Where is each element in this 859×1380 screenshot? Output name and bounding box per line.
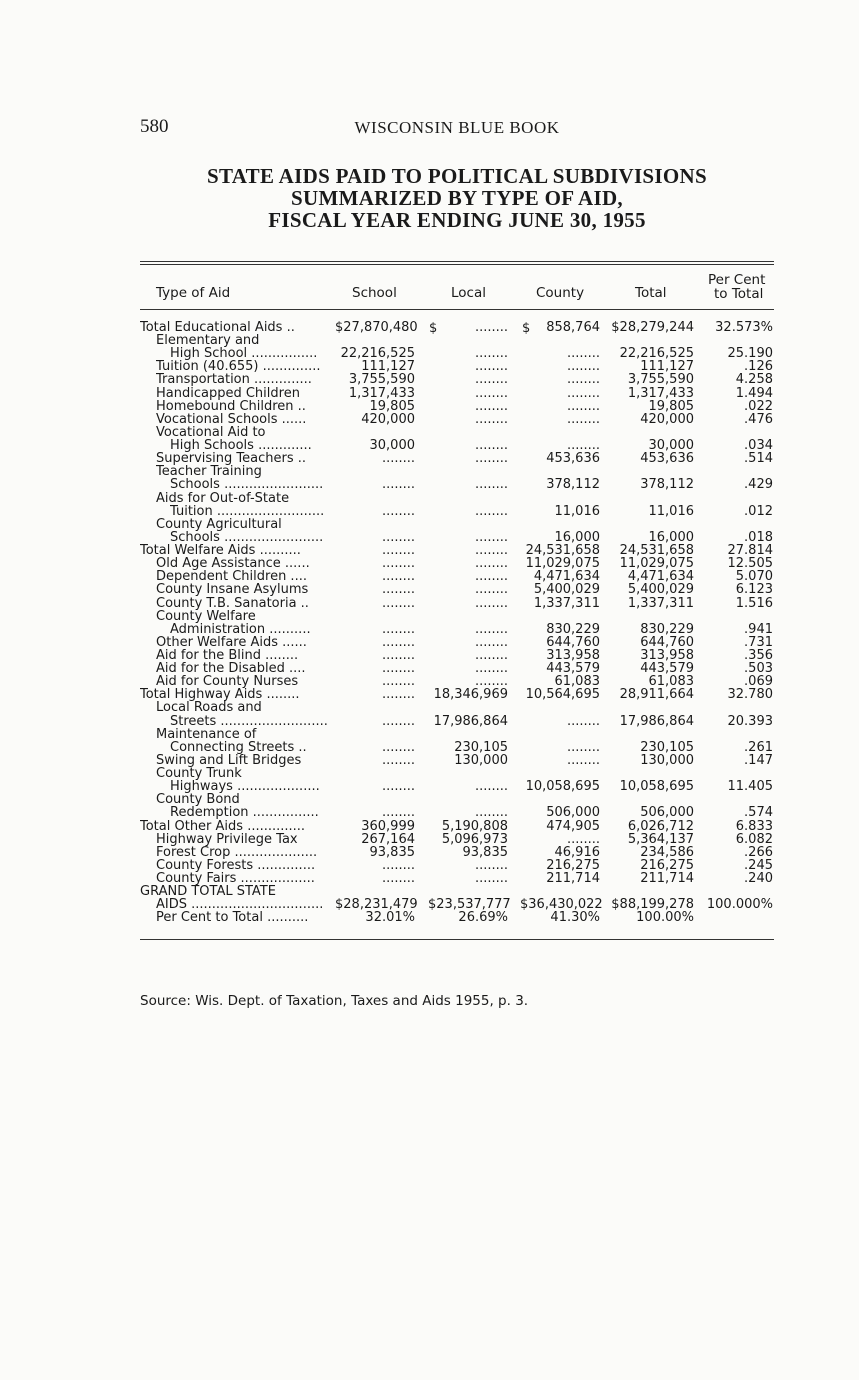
cell-pct: 100.000% — [706, 897, 773, 913]
cell-county: 644,760 — [546, 634, 600, 650]
cell-local: ........ — [474, 438, 508, 454]
cell-total: 313,958 — [640, 648, 694, 663]
table-row — [140, 478, 780, 491]
cell-school: 360,999 — [361, 818, 415, 834]
row-label: Highways .................... — [170, 780, 320, 794]
header-rule — [140, 309, 774, 310]
table-row — [140, 741, 780, 754]
cell-pct: .429 — [744, 477, 773, 493]
cell-county: 1,337,311 — [533, 595, 600, 611]
cell-total: 378,112 — [640, 477, 694, 493]
cell-total: 111,127 — [640, 359, 694, 375]
cell-local: 26.69% — [458, 910, 508, 926]
cell-local: 5,190,808 — [441, 818, 508, 834]
cell-county: 858,764 — [546, 320, 600, 335]
row-label: Redemption ................ — [170, 806, 319, 820]
cell-pct: 1.494 — [735, 385, 773, 401]
cell-total: 24,531,658 — [619, 543, 694, 559]
table-row — [140, 570, 780, 583]
table-row — [140, 898, 780, 911]
cell-school: ........ — [381, 739, 415, 755]
row-label: County Fairs .................. — [156, 872, 315, 886]
cell-local: ........ — [474, 503, 508, 519]
cell-total: 1,337,311 — [627, 595, 694, 611]
table-row — [140, 767, 780, 780]
cell-total: 6,026,712 — [627, 818, 694, 834]
cell-total: 3,755,590 — [627, 372, 694, 388]
table-row — [140, 846, 780, 859]
row-label: County Welfare — [156, 609, 256, 623]
cell-pct: .503 — [744, 661, 773, 677]
table-row — [140, 623, 780, 636]
table-row — [140, 780, 780, 793]
row-label: Aid for County Nurses — [156, 675, 299, 689]
row-label: Per Cent to Total .......... — [156, 911, 309, 925]
cell-pct: .245 — [744, 857, 773, 873]
cell-local: ........ — [474, 451, 508, 467]
cell-school: ........ — [381, 634, 415, 650]
table-title — [140, 165, 774, 231]
row-label: Teacher Training — [156, 465, 262, 479]
cell-local: ........ — [474, 320, 508, 335]
cell-school: 267,164 — [361, 831, 415, 847]
cell-total: 216,275 — [640, 857, 694, 873]
row-label: County Bond — [156, 793, 240, 807]
header-type: Type of Aid — [156, 285, 231, 301]
cell-total: 211,714 — [640, 871, 694, 887]
cell-total: $88,199,278 — [611, 897, 694, 913]
row-label: Maintenance of — [156, 727, 257, 741]
row-label: Administration .......... — [170, 622, 311, 636]
cell-local: ........ — [474, 372, 508, 388]
cell-county: 216,275 — [546, 857, 600, 873]
row-label: Aid for the Disabled .... — [156, 662, 306, 676]
cell-county: 443,579 — [546, 661, 600, 677]
cell-total: 19,805 — [648, 398, 694, 414]
cell-school: ........ — [381, 752, 415, 768]
cell-local: ........ — [474, 477, 508, 493]
cell-pct: 12.505 — [727, 556, 773, 572]
cell-pct: .012 — [744, 503, 773, 519]
header-school: School — [352, 285, 397, 301]
cell-total: 22,216,525 — [619, 346, 694, 362]
row-label: Connecting Streets .. — [170, 740, 307, 754]
row-label: AIDS ................................ — [156, 898, 324, 912]
cell-county: 16,000 — [554, 529, 600, 545]
table-row — [140, 754, 780, 767]
cell-total: 443,579 — [640, 661, 694, 677]
cell-pct: 27.814 — [727, 543, 773, 559]
cell-county: 453,636 — [546, 451, 600, 467]
table-row — [140, 531, 780, 544]
cell-total: 11,029,075 — [619, 556, 694, 572]
row-label: Supervising Teachers .. — [156, 452, 306, 466]
row-label: Forest Crop .................... — [156, 845, 318, 859]
table-row — [140, 400, 780, 413]
cell-school: ........ — [381, 621, 415, 637]
cell-school: 1,317,433 — [348, 385, 415, 401]
cell-pct: .941 — [744, 621, 773, 637]
row-label: County Insane Asylums — [156, 583, 309, 597]
table-row — [140, 820, 780, 833]
row-label: High School ................ — [170, 347, 318, 361]
cell-school: ........ — [381, 674, 415, 690]
row-label: Aids for Out-of-State — [156, 491, 290, 505]
row-label: Vocational Schools ...... — [156, 412, 307, 426]
cell-total: 4,471,634 — [627, 569, 694, 585]
cell-local: ........ — [474, 857, 508, 873]
cell-pct: 6.833 — [735, 818, 773, 834]
cell-county: ........ — [566, 831, 600, 847]
row-label: High Schools ............. — [170, 439, 312, 453]
cell-county: 11,016 — [554, 503, 600, 519]
cell-pct: .018 — [744, 529, 773, 545]
cell-county: 474,905 — [546, 818, 600, 834]
row-label: Vocational Aid to — [156, 425, 266, 439]
cell-pct: .476 — [744, 411, 773, 427]
cell-pct: .356 — [744, 648, 773, 663]
cell-local: 17,986,864 — [433, 713, 508, 729]
row-label: Swing and Lift Bridges — [156, 753, 302, 767]
bottom-rule — [140, 939, 774, 940]
cell-county: ........ — [566, 346, 600, 362]
row-label: GRAND TOTAL STATE — [140, 885, 276, 899]
cell-pct: .022 — [744, 398, 773, 414]
table-row — [140, 347, 780, 360]
table-row — [140, 701, 780, 714]
cell-pct: .574 — [744, 805, 773, 821]
table-row — [140, 885, 780, 898]
cell-county: ........ — [566, 385, 600, 401]
cell-local: ........ — [474, 556, 508, 572]
cell-total: 61,083 — [648, 674, 694, 690]
cell-local: ........ — [474, 582, 508, 598]
table-row — [140, 373, 780, 386]
cell-school: ........ — [381, 595, 415, 611]
cell-school: 3,755,590 — [348, 372, 415, 388]
table-row — [140, 439, 780, 452]
cell-total: 830,229 — [640, 621, 694, 637]
cell-school: ........ — [381, 871, 415, 887]
cell-local: ........ — [474, 634, 508, 650]
table-row — [140, 859, 780, 872]
row-label: County Trunk — [156, 767, 242, 781]
cell-pct: 1.516 — [735, 595, 773, 611]
cell-total: 130,000 — [640, 752, 694, 768]
table-row — [140, 321, 780, 334]
cell-total: 506,000 — [640, 805, 694, 821]
local-dollar-sign: $ — [429, 321, 438, 336]
cell-local: ........ — [474, 621, 508, 637]
cell-local: ........ — [474, 385, 508, 401]
row-label: County Agricultural — [156, 517, 282, 531]
cell-school: ........ — [381, 569, 415, 585]
table-row — [140, 715, 780, 728]
cell-local: ........ — [474, 569, 508, 585]
table-row — [140, 597, 780, 610]
cell-school: 93,835 — [369, 844, 415, 860]
title-line-3: FISCAL YEAR ENDING JUNE 30, 1955 — [268, 208, 646, 232]
row-label: Old Age Assistance ...... — [156, 557, 310, 571]
cell-school: ........ — [381, 779, 415, 795]
table-row — [140, 413, 780, 426]
table-row — [140, 636, 780, 649]
row-label: Total Highway Aids ........ — [140, 688, 300, 702]
table-row — [140, 583, 780, 596]
table-row — [140, 505, 780, 518]
cell-county: ........ — [566, 411, 600, 427]
cell-county: ........ — [566, 398, 600, 414]
cell-total: 30,000 — [648, 438, 694, 454]
row-label: Other Welfare Aids ...... — [156, 635, 307, 649]
cell-school: ........ — [381, 556, 415, 572]
table-row — [140, 426, 780, 439]
cell-total: 5,364,137 — [627, 831, 694, 847]
cell-school: ........ — [381, 477, 415, 493]
cell-total: 17,986,864 — [619, 713, 694, 729]
cell-county: 11,029,075 — [525, 556, 600, 572]
cell-county: 313,958 — [546, 648, 600, 663]
row-label: Schools ........................ — [170, 530, 324, 544]
cell-school: 19,805 — [369, 398, 415, 414]
cell-total: $28,279,244 — [611, 320, 694, 335]
cell-county: 24,531,658 — [525, 543, 600, 559]
cell-total: 10,058,695 — [619, 779, 694, 795]
row-label: Aid for the Blind ........ — [156, 649, 299, 662]
cell-pct: 4.258 — [735, 372, 773, 388]
table-row — [140, 465, 780, 478]
cell-county: 10,058,695 — [525, 779, 600, 795]
cell-local: 18,346,969 — [433, 687, 508, 703]
cell-total: 644,760 — [640, 634, 694, 650]
table-row — [140, 872, 780, 885]
cell-pct: .261 — [744, 739, 773, 755]
header-total: Total — [635, 285, 667, 301]
cell-pct: .731 — [744, 634, 773, 650]
cell-county: ........ — [566, 438, 600, 454]
cell-local: ........ — [474, 648, 508, 663]
cell-local: ........ — [474, 529, 508, 545]
cell-school: ........ — [381, 451, 415, 467]
cell-pct: 6.082 — [735, 831, 773, 847]
cell-county: 4,471,634 — [533, 569, 600, 585]
row-label: Homebound Children .. — [156, 399, 306, 413]
row-label: Local Roads and — [156, 701, 262, 715]
cell-county: ........ — [566, 372, 600, 388]
row-label: County T.B. Sanatoria .. — [156, 596, 309, 610]
table-row — [140, 728, 780, 741]
cell-county: 41.30% — [550, 910, 600, 926]
cell-school: ........ — [381, 648, 415, 663]
cell-school: ........ — [381, 857, 415, 873]
row-label: Dependent Children .... — [156, 570, 307, 584]
cell-pct: .147 — [744, 752, 773, 768]
cell-school: 111,127 — [361, 359, 415, 375]
cell-local: 130,000 — [454, 752, 508, 768]
cell-local: 230,105 — [454, 739, 508, 755]
table-row — [140, 518, 780, 531]
top-rule — [140, 261, 774, 262]
cell-school: ........ — [381, 687, 415, 703]
row-label: Schools ........................ — [170, 478, 324, 492]
cell-pct: 32.573% — [715, 320, 773, 335]
cell-total: 420,000 — [640, 411, 694, 427]
table-row — [140, 688, 780, 701]
cell-total: 100.00% — [636, 910, 694, 926]
book-title: WISCONSIN BLUE BOOK — [354, 118, 560, 137]
cell-local: ........ — [474, 543, 508, 559]
table-row — [140, 806, 780, 819]
page-number: 580 — [140, 116, 169, 137]
header-pct-line1: Per Cent — [708, 272, 766, 288]
cell-local: ........ — [474, 871, 508, 887]
table-row — [140, 387, 780, 400]
cell-school: $28,231,479 — [335, 897, 418, 913]
table-row — [140, 557, 780, 570]
cell-local: 93,835 — [462, 844, 508, 860]
source-note: Source: Wis. Dept. of Taxation, Taxes and Aids 1955, p. 3. — [140, 993, 529, 1009]
cell-total: 11,016 — [648, 503, 694, 519]
cell-pct: .266 — [744, 844, 773, 860]
cell-county: 5,400,029 — [533, 582, 600, 598]
cell-county: ........ — [566, 739, 600, 755]
cell-pct: 6.123 — [735, 582, 773, 598]
cell-county: 46,916 — [554, 844, 600, 860]
cell-pct: .069 — [744, 674, 773, 690]
cell-local: ........ — [474, 398, 508, 414]
header-pct-line2: to Total — [714, 286, 764, 302]
cell-local: ........ — [474, 674, 508, 690]
table-row — [140, 452, 780, 465]
title-line-2: SUMMARIZED BY TYPE OF AID, — [291, 186, 623, 210]
cell-county: ........ — [566, 359, 600, 375]
cell-local: $23,537,777 — [428, 897, 511, 913]
cell-pct: 25.190 — [727, 346, 773, 362]
cell-school: 30,000 — [369, 438, 415, 454]
table-row — [140, 793, 780, 806]
top-rule-2 — [140, 264, 774, 265]
cell-total: 16,000 — [648, 529, 694, 545]
cell-school: ........ — [381, 543, 415, 559]
table-row — [140, 675, 780, 688]
table-row — [140, 911, 780, 924]
table-row — [140, 334, 780, 347]
cell-county: ........ — [566, 713, 600, 729]
cell-school: ........ — [381, 805, 415, 821]
cell-county: 506,000 — [546, 805, 600, 821]
title-line-1: STATE AIDS PAID TO POLITICAL SUBDIVISIONS — [207, 164, 707, 188]
cell-pct: 5.070 — [735, 569, 773, 585]
county-dollar-sign: $ — [522, 321, 531, 336]
cell-total: 1,317,433 — [627, 385, 694, 401]
cell-pct: .514 — [744, 451, 773, 467]
row-label: Total Educational Aids .. — [140, 321, 295, 334]
cell-county: 211,714 — [546, 871, 600, 887]
cell-local: ........ — [474, 805, 508, 821]
cell-local: ........ — [474, 411, 508, 427]
table-row — [140, 649, 780, 662]
cell-local: ........ — [474, 595, 508, 611]
row-label: Transportation .............. — [156, 373, 312, 387]
table-row — [140, 492, 780, 505]
table-row — [140, 662, 780, 675]
cell-total: 234,586 — [640, 844, 694, 860]
cell-pct: 20.393 — [727, 713, 773, 729]
table-row — [140, 610, 780, 623]
cell-local: ........ — [474, 779, 508, 795]
cell-school: 22,216,525 — [340, 346, 415, 362]
row-label: Handicapped Children — [156, 386, 300, 400]
cell-pct: .126 — [744, 359, 773, 375]
row-label: Highway Privilege Tax — [156, 832, 298, 846]
row-label: Tuition .......................... — [170, 504, 325, 518]
cell-total: 453,636 — [640, 451, 694, 467]
cell-county: 61,083 — [554, 674, 600, 690]
cell-school: ........ — [381, 529, 415, 545]
cell-pct: 32.780 — [727, 687, 773, 703]
row-label: Tuition (40.655) .............. — [156, 360, 321, 374]
row-label: Total Welfare Aids .......... — [140, 544, 301, 558]
cell-school: ........ — [381, 582, 415, 598]
cell-county: 378,112 — [546, 477, 600, 493]
table-row — [140, 544, 780, 557]
cell-school: ........ — [381, 661, 415, 677]
header-local: Local — [451, 285, 486, 301]
cell-total: 28,911,664 — [619, 687, 694, 703]
cell-county: $36,430,022 — [520, 897, 603, 913]
cell-county: 10,564,695 — [525, 687, 600, 703]
cell-school: $27,870,480 — [335, 320, 418, 335]
cell-total: 5,400,029 — [627, 582, 694, 598]
cell-school: 32.01% — [365, 910, 415, 926]
row-label: County Forests .............. — [156, 858, 316, 872]
table-row — [140, 360, 780, 373]
cell-local: ........ — [474, 359, 508, 375]
cell-total: 230,105 — [640, 739, 694, 755]
cell-pct: .240 — [744, 871, 773, 887]
cell-local: ........ — [474, 661, 508, 677]
cell-school: ........ — [381, 503, 415, 519]
cell-county: ........ — [566, 752, 600, 768]
row-label: Elementary and — [156, 334, 260, 348]
header-county: County — [536, 285, 585, 301]
row-label: Streets .......................... — [170, 714, 328, 728]
cell-school: ........ — [381, 713, 415, 729]
cell-local: ........ — [474, 346, 508, 362]
cell-pct: 11.405 — [727, 779, 773, 795]
cell-county: 830,229 — [546, 621, 600, 637]
cell-school: 420,000 — [361, 411, 415, 427]
cell-pct: .034 — [744, 438, 773, 454]
table-row — [140, 833, 780, 846]
row-label: Total Other Aids .............. — [140, 819, 306, 833]
cell-local: 5,096,973 — [441, 831, 508, 847]
